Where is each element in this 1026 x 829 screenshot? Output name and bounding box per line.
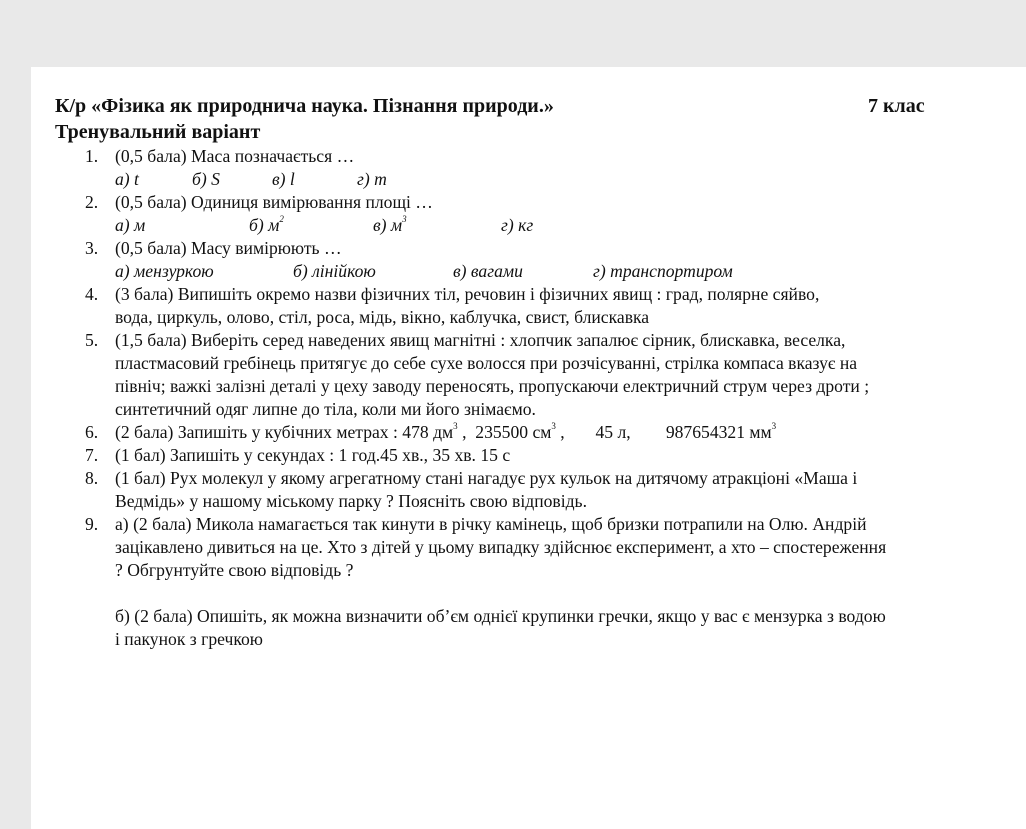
option-c: в) l [272,169,295,189]
document-title: К/р «Фізика як природнича наука. Пізнання природи.» [55,95,554,117]
question-text-line: (1,5 бала) Виберіть серед наведених явищ магнітні : хлопчик запалює сірник, блискавка, веселка, [115,330,846,350]
question-text: (0,5 бала) Маса позначається … [115,146,355,166]
question-text-line: Ведмідь» у нашому міському парку ? Поясніть свою відповідь. [115,491,587,511]
answer-options [115,168,1015,191]
question-9 [55,513,1015,651]
question-number: 1. [85,146,99,166]
document-page [31,67,1026,829]
question-number: 7. [85,445,99,465]
question-text-line: ? Обгрунтуйте свою відповідь ? [115,560,354,580]
question-text: (0,5 бала) Масу вимірюють … [115,238,342,258]
question-text: (0,5 бала) Одиниця вимірювання площі … [115,192,433,212]
option-b: б) лінійкою [293,261,376,281]
question-text-line: зацікавлено дивиться на це. Хто з дітей у цьому випадку здійснює експеримент, а хто – спостереження [115,537,887,557]
question-number: 4. [85,284,99,304]
option-d: г) транспортиром [593,261,733,281]
option-a: а) м [115,215,146,235]
question-text-line: (3 бала) Випишіть окремо назви фізичних тіл, речовин і фізичних явищ : град, полярне сяйво, [115,284,820,304]
question-number: 2. [85,192,99,212]
option-c: в) вагами [453,261,523,281]
question-text-line: синтетичний одяг липне до тіла, коли ми його знімаємо. [115,399,536,419]
question-text-line: вода, циркуль, олово, стіл, роса, мідь, вікно, каблучка, свист, блискавка [115,307,650,327]
question-1 [55,145,1015,191]
question-2 [55,191,1015,237]
option-a: а) мензуркою [115,261,214,281]
question-7 [55,444,1015,467]
question-number: 9. [85,514,99,534]
question-text-line: північ; важкі залізні деталі у цеху заводу переносять, пропускаючи електричний струм через дроти ; [115,376,870,396]
option-d: г) кг [501,215,534,235]
document-title-row [55,93,1015,119]
test-document [55,93,1015,651]
question-text-line: (1 бал) Рух молекул у якому агрегатному стані нагадує рух кульок на дитячому атракціоні «Маша і [115,468,858,488]
question-8 [55,467,1015,513]
question-5 [55,329,1015,421]
option-c: в) $м^3$ [373,214,407,235]
question-text: (2 бала) Запишіть у кубічних метрах : 478 $дм^3$ , 235500 $см^3$ , 45 л, 987654321 $мм^3$ [115,421,777,442]
question-9b-line: і пакунок з гречкою [115,629,263,649]
question-number: 6. [85,422,99,442]
question-9b-line: б) (2 бала) Опишіть, як можна визначити об’єм однієї крупинки гречки, якщо у вас є мензурка з водою [115,606,886,626]
answer-options [115,214,1015,237]
question-6 [55,421,1015,444]
question-3 [55,237,1015,283]
option-d: г) m [357,169,387,189]
question-number: 5. [85,330,99,350]
question-number: 3. [85,238,99,258]
question-text-line: пластмасовий гребінець притягує до себе сухе волосся при розчісуванні, стрілка компаса вказує на [115,353,858,373]
option-b: б) $м^2$ [249,214,284,235]
question-text-line: а) (2 бала) Микола намагається так кинути в річку камінець, щоб бризки потрапили на Олю. Андрій [115,514,867,534]
question-text: (1 бал) Запишіть у секундах : 1 год.45 хв., 35 хв. 15 с [115,445,511,465]
question-number: 8. [85,468,99,488]
spacer [115,582,1015,605]
answer-options [115,260,1015,283]
grade-label: 7 клас [868,95,925,117]
document-subtitle: Тренувальний варіант [55,121,261,143]
question-4 [55,283,1015,329]
option-b: б) S [192,169,220,189]
option-a: а) t [115,169,139,189]
